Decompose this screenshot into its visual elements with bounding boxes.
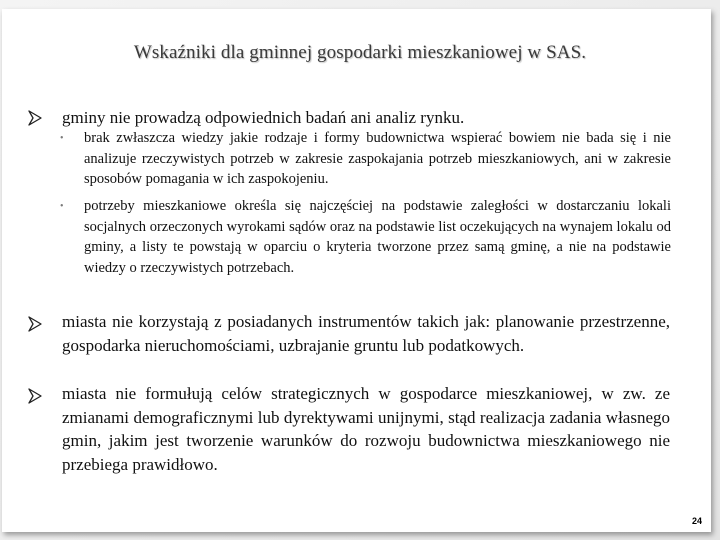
page-number: 24 — [691, 516, 702, 526]
bullet-text: gminy nie prowadzą odpowiednich badań ani analiz rynku. — [62, 108, 465, 127]
arrowhead-bullet-icon — [28, 110, 42, 126]
dot-bullet-icon: • — [60, 133, 64, 144]
bullet-text: miasta nie korzystają z posiadanych instrumentów takich jak: planowanie przestrzenne, gospodarka nieruchomościami, uzbrajanie gruntu lub podatkowych. — [62, 312, 670, 355]
dot-bullet-icon: • — [60, 201, 64, 212]
arrowhead-bullet-icon — [28, 388, 42, 404]
slide-title: Wskaźniki dla gminnej gospodarki mieszkaniowej w SAS. — [133, 42, 587, 63]
sub-bullet-text: potrzeby mieszkaniowe określa się najczęściej na podstawie zaległości w dostarczaniu lokali socjalnych orzeczonych wyrokami sądów oraz na podstawie list oczekujących na wynajem lokalu od gminy, a listy te powstają w oparciu o kryteria tworzone przez samą gminę, a nie na podstawie wiedzy o rzeczywistych potrzebach. — [84, 198, 671, 277]
sub-bullet-text: brak zwłaszcza wiedzy jakie rodzaje i formy budownictwa wspierać bowiem nie bada się i nie analizuje rzeczywistych potrzeb w zakresie zaspokajania potrzeb mieszkaniowych, ani w zakresie sposobów pomagania w ich zaspokojeniu. — [84, 130, 671, 188]
arrowhead-bullet-icon — [28, 316, 42, 332]
bullet-text: miasta nie formułują celów strategicznych w gospodarce mieszkaniowej, w zw. ze zmianami demograficznymi lub dyrektywami unijnymi, stąd realizacja zadania własnego gmin, jakim jest tworzenie warunków do rozwoju budownictwa mieszkaniowego nie przebiega prawidłowo. — [62, 384, 670, 474]
